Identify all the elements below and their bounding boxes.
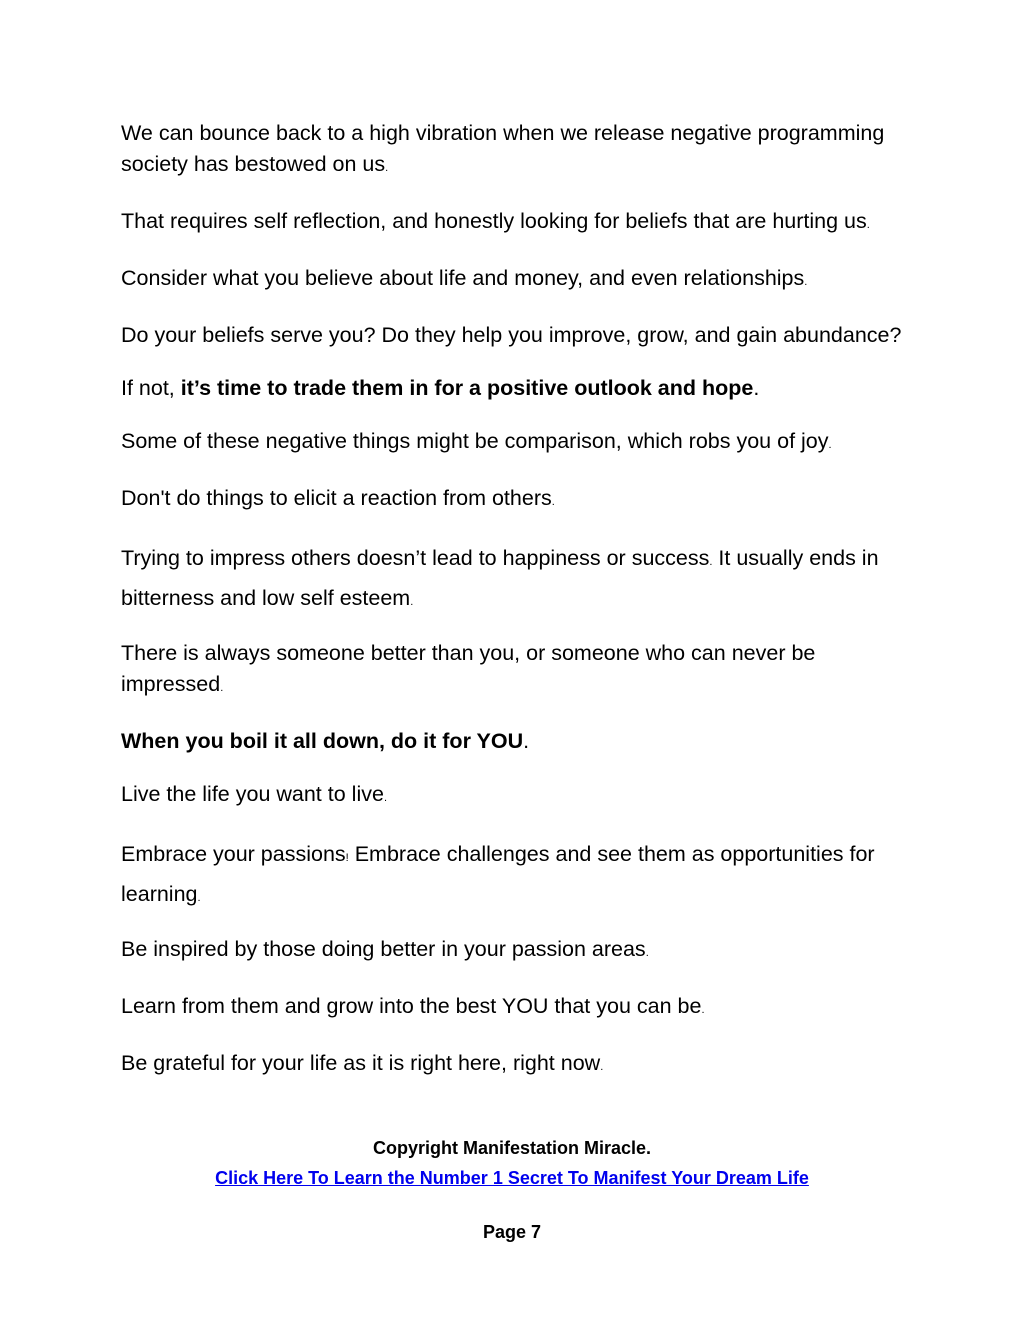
document-body (121, 118, 921, 1105)
paragraph-consider-beliefs: Consider what you believe about life and money, and even relationships. (121, 266, 808, 290)
paragraph-elicit-reaction: Don't do things to elicit a reaction from others. (121, 486, 555, 510)
paragraph-comparison: Some of these negative things might be comparison, which robs you of joy. (121, 429, 832, 453)
promo-link[interactable]: Click Here To Learn the Number 1 Secret To Manifest Your Dream Life (215, 1168, 809, 1188)
paragraph-live-life: Live the life you want to live. (121, 782, 387, 806)
copyright-notice: Copyright Manifestation Miracle. (372, 1138, 652, 1158)
paragraph-trade-beliefs: If not, it’s time to trade them in for a positive outlook and hope. (121, 376, 760, 400)
paragraph-be-grateful: Be grateful for your life as it is right here, right now. (121, 1051, 604, 1075)
paragraph-release-programming: We can bounce back to a high vibration when we release negative programming society has bestowed on us. (121, 121, 885, 176)
paragraph-someone-better: There is always someone better than you, or someone who can never be impressed. (121, 641, 816, 696)
paragraph-beliefs-question: Do your beliefs serve you? Do they help you improve, grow, and gain abundance? (121, 323, 902, 347)
paragraph-impress-others: Trying to impress others doesn’t lead to happiness or success. It usually ends in bitterness and low self esteem. (121, 546, 879, 610)
paragraph-do-it-for-you: When you boil it all down, do it for YOU. (121, 729, 530, 753)
paragraph-learn-grow: Learn from them and grow into the best YOU that you can be. (121, 994, 705, 1018)
paragraph-embrace-passions: Embrace your passions! Embrace challenges and see them as opportunities for learning. (121, 842, 875, 906)
paragraph-be-inspired: Be inspired by those doing better in your passion areas. (121, 937, 649, 961)
paragraph-self-reflection: That requires self reflection, and honestly looking for beliefs that are hurting us. (121, 209, 870, 233)
page-number: Page 7 (482, 1222, 542, 1242)
